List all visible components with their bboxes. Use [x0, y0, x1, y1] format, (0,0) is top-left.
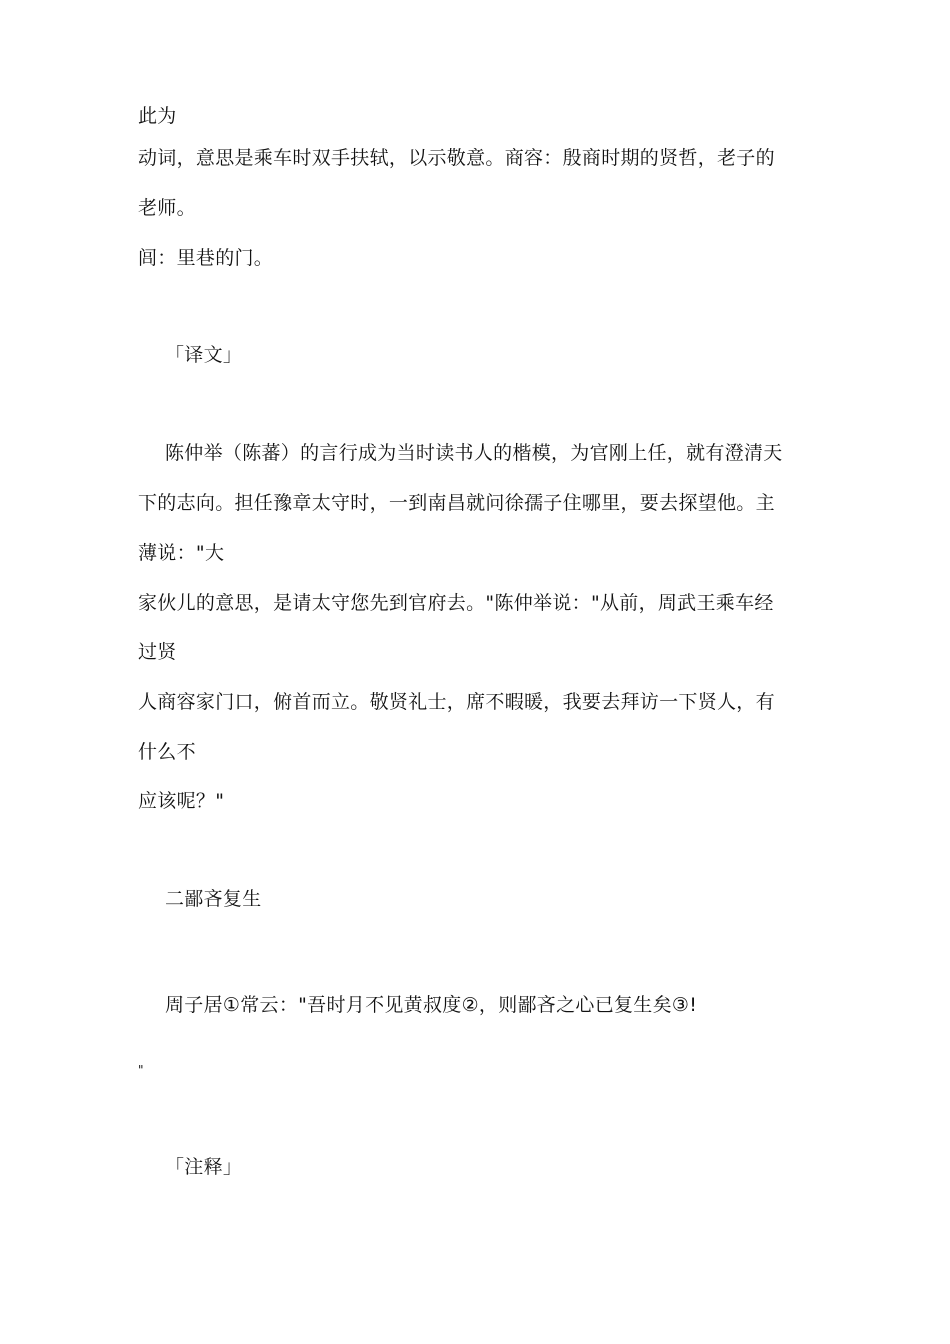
text-line: 动词，意思是乘车时双手扶轼，以示敬意。商容：殷商时期的贤哲，老子的 — [138, 147, 775, 169]
text-line: 人商容家门口，俯首而立。敬贤礼士，席不暇暖，我要去拜访一下贤人，有 — [138, 691, 775, 713]
closing-quote-mark: " — [138, 1063, 144, 1077]
text-line: 薄说："大 — [138, 542, 225, 564]
text-line: 过贤 — [138, 641, 177, 663]
section-heading-notes: 「注释」 — [165, 1156, 243, 1178]
text-line: 老师。 — [138, 197, 196, 219]
text-line: 应该呢？" — [138, 790, 225, 812]
text-line: 什么不 — [138, 741, 196, 763]
section-heading-story: 二鄙吝复生 — [165, 888, 262, 910]
text-line: 此为 — [138, 105, 177, 127]
section-heading-translation: 「译文」 — [165, 344, 243, 366]
text-line: 周子居①常云："吾时月不见黄叔度②，则鄙吝之心已复生矣③! — [165, 994, 698, 1016]
text-line: 家伙儿的意思，是请太守您先到官府去。"陈仲举说："从前，周武王乘车经 — [138, 592, 774, 614]
text-line: 下的志向。担任豫章太守时，一到南昌就问徐孺子住哪里，要去探望他。主 — [138, 492, 775, 514]
text-line: 陈仲举（陈蕃）的言行成为当时读书人的楷模，为官刚上任，就有澄清天 — [165, 442, 783, 464]
text-line: 闾：里巷的门。 — [138, 247, 274, 269]
